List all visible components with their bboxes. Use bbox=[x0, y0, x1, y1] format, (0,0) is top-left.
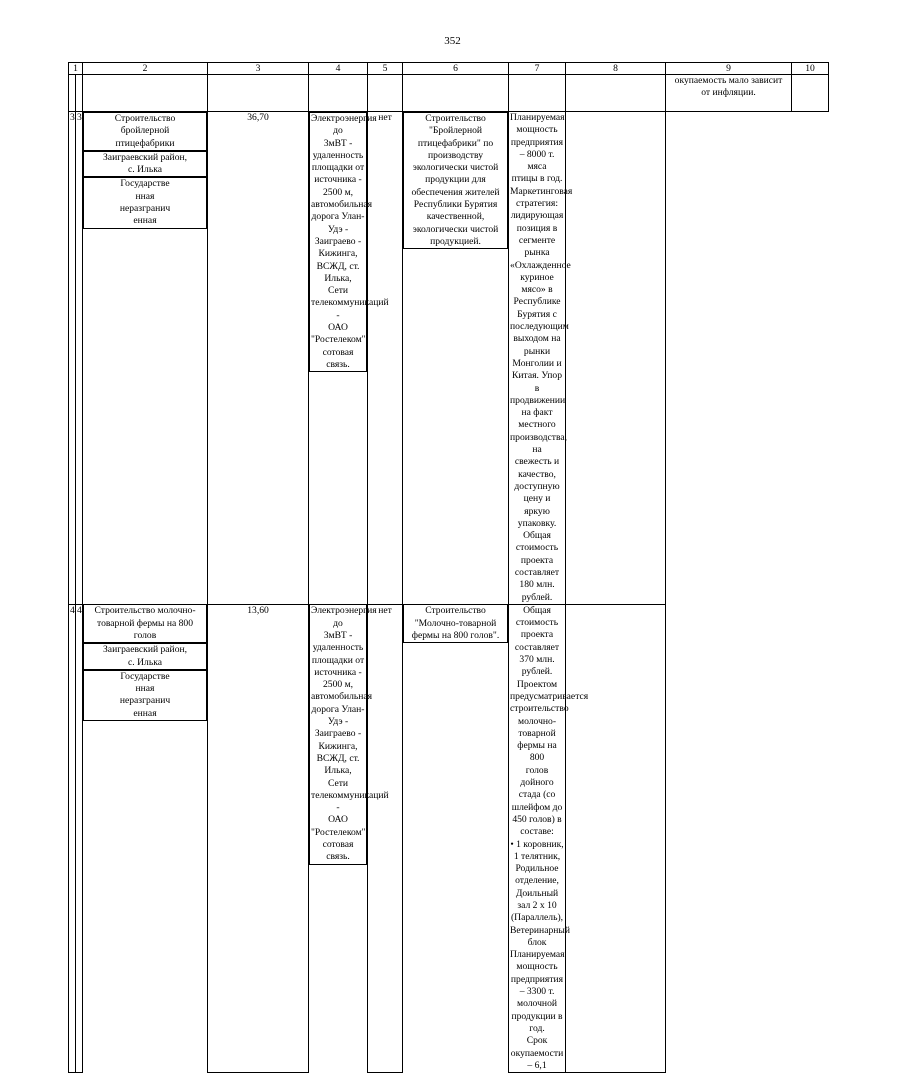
continuation-row bbox=[69, 75, 829, 112]
row-index-cell: 4 bbox=[69, 604, 76, 1072]
description-cell: Планируемая мощность предприятия – 8000 т. мяса птицы в год. Маркетинговая стратегия: лидирующая позиция в сегменте рынка «Охлажденное куриное мясо» в Республике Бурятия с последующим выходом на рынки Монголии и Китая. Упор в продвижении на факт местного производства, на свежесть и качество, доступную цену и яркую упаковку. Общая стоимость проекта составляет 180 млн. рублей. bbox=[510, 112, 573, 603]
row-index-cell: 3 bbox=[76, 112, 83, 605]
table-row bbox=[69, 604, 829, 1072]
col10-cell bbox=[566, 604, 666, 1072]
row-index-cell: 4 bbox=[76, 604, 83, 1072]
ownership-cell: Государстве нная неразгранич енная bbox=[83, 670, 207, 721]
column-header-8: 8 bbox=[566, 63, 666, 75]
column-header-7: 7 bbox=[509, 63, 566, 75]
project-name-cell: Строительство молочно- товарной фермы на 800 голов bbox=[83, 604, 207, 643]
description-cell: Общая стоимость проекта составляет 370 млн. рублей. Проектом предусматривается строительство молочно- товарной фермы на 800 голов дойного стада (со шлейфом до 450 голов) в составе: • 1 коровник, 1 телятник, Родильное отделение, Доильный зал 2 х 10 (Параллель), Ветеринарный блок Планируемая мощность предприятия – 3300 т. молочной продукции в год. Срок окупаемости – 6,1 bbox=[510, 604, 589, 1071]
column-header-2: 2 bbox=[83, 63, 208, 75]
continuation-description-cell: окупаемость мало зависит от инфляции. bbox=[666, 75, 792, 112]
column-header-4: 4 bbox=[309, 63, 368, 75]
ownership-cell: Государстве нная неразгранич енная bbox=[83, 177, 207, 228]
col10-cell bbox=[566, 112, 666, 605]
row-index-cell: 3 bbox=[69, 112, 76, 605]
col7-cell: нет bbox=[368, 112, 403, 605]
table-row bbox=[69, 112, 829, 605]
column-header-10: 10 bbox=[792, 63, 829, 75]
purpose-cell: Строительство "Бройлерной птицефабрики" по производству экологически чистой продукции для обеспечения жителей Республики Бурятия качественной, экологически чистой продукцией. bbox=[403, 112, 508, 249]
area-cell: 13,60 bbox=[208, 604, 309, 1072]
project-name-cell: Строительство бройлерной птицефабрики bbox=[83, 112, 207, 151]
column-header-5: 5 bbox=[368, 63, 403, 75]
purpose-cell: Строительство "Молочно-товарной фермы на 800 голов". bbox=[403, 604, 508, 643]
infrastructure-cell: Электроэнергия до 3мВТ - удаленность площадки от источника - 2500 м, автомобильная дорога Улан-Удэ - Заиграево - Кижинга, ВСЖД, ст. Илька, Сети телекоммуникаций - ОАО "Ростелеком", сотовая связь. bbox=[309, 112, 367, 372]
location-cell: Заиграевский район, с. Илька bbox=[83, 151, 207, 178]
investment-sites-table bbox=[68, 62, 829, 1073]
infrastructure-cell: Электроэнергия до 3мВТ - удаленность площадки от источника - 2500 м, автомобильная дорога Улан-Удэ - Заиграево - Кижинга, ВСЖД, ст. Илька, Сети телекоммуникаций - ОАО "Ростелеком", сотовая связь. bbox=[309, 604, 367, 864]
location-cell: Заиграевский район, с. Илька bbox=[83, 643, 207, 670]
page-number: 352 bbox=[444, 35, 461, 47]
area-cell: 36,70 bbox=[208, 112, 309, 605]
column-header-9: 9 bbox=[666, 63, 792, 75]
column-header-3: 3 bbox=[208, 63, 309, 75]
column-number-row bbox=[69, 63, 829, 75]
column-header-1: 1 bbox=[69, 63, 83, 75]
col7-cell: нет bbox=[368, 604, 403, 1072]
column-header-6: 6 bbox=[403, 63, 509, 75]
